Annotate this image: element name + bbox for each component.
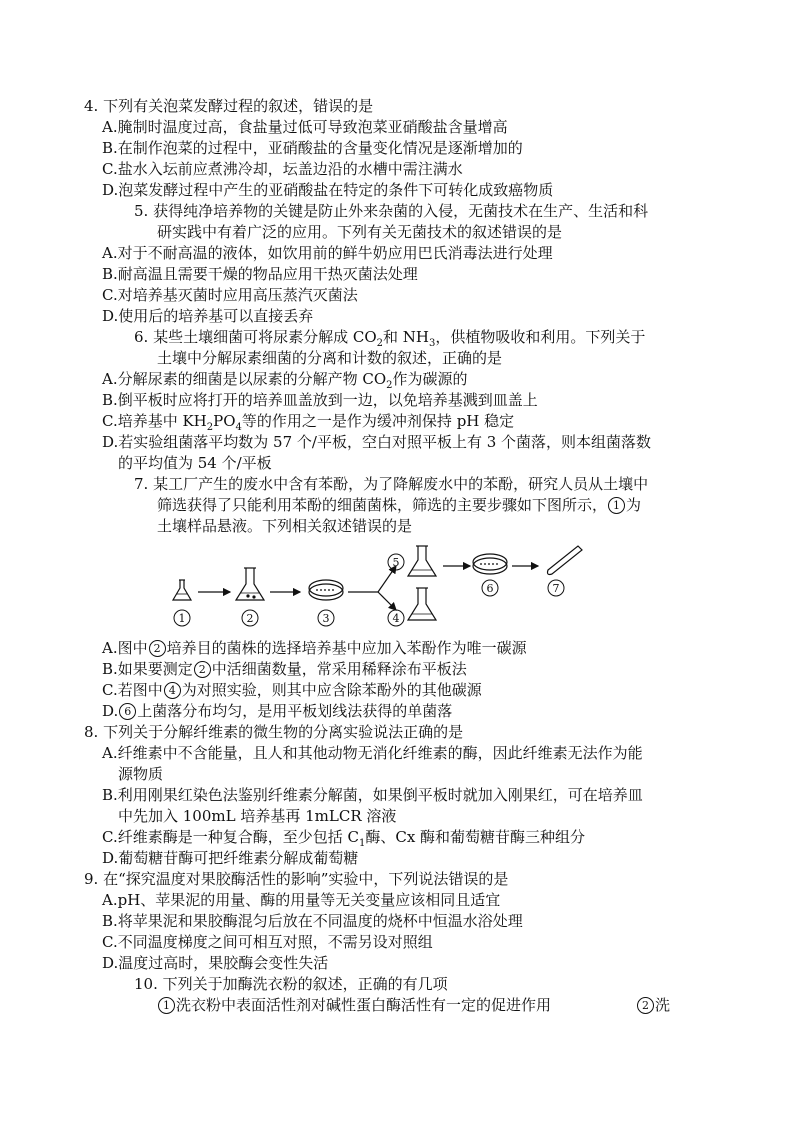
label-7: 7 xyxy=(552,582,560,595)
q5-stem-line1: 5. 获得纯净培养物的关键是防止外来杂菌的入侵，无菌技术在生产、生活和科 xyxy=(134,202,649,220)
q8-stem: 8. 下列关于分解纤维素的微生物的分离实验说法正确的是 xyxy=(84,723,464,741)
label-4: 4 xyxy=(392,612,400,625)
q5-option-d: D.使用后的培养基可以直接丢弃 xyxy=(102,307,314,325)
q7-option-c: C.若图中 4 为对照实验，则其中应含除苯酚外的其他碳源 xyxy=(102,681,482,699)
q9-stem: 9. 在“探究温度对果胶酶活性的影响”实验中，下列说法错误的是 xyxy=(84,870,509,888)
q10-item-2: 2 洗 xyxy=(636,995,670,1015)
q6-option-d-line2: 的平均值为 54 个/平板 xyxy=(118,454,272,472)
q7-stem-line3: 土壤样品悬液。下列相关叙述错误的是 xyxy=(157,517,413,535)
flask-2-icon xyxy=(236,568,264,600)
q8-option-a-line2: 源物质 xyxy=(118,765,164,783)
q8-option-a-line1: A.纤维素中不含能量，且人和其他动物无消化纤维素的酶，因此纤维素无法作为能 xyxy=(102,744,643,762)
q5-option-c: C.对培养基灭菌时应用高压蒸汽灭菌法 xyxy=(102,286,358,304)
q9-option-b: B.将苹果泥和果胶酶混匀后放在不同温度的烧杯中恒温水浴处理 xyxy=(102,912,523,930)
flask-5-icon xyxy=(408,546,436,576)
q6-option-d-line1: D.若实验组菌落平均数为 57 个/平板，空白对照平板上有 3 个菌落，则本组菌落数 xyxy=(102,433,652,451)
q4-option-b: B.在制作泡菜的过程中，亚硝酸盐的含量变化情况是逐渐增加的 xyxy=(102,139,523,157)
q9-option-c: C.不同温度梯度之间可相互对照，不需另设对照组 xyxy=(102,933,433,951)
q7-option-a: A.图中 2 培养目的菌株的选择培养基中应加入苯酚作为唯一碳源 xyxy=(102,639,527,657)
label-6: 6 xyxy=(486,582,494,595)
circled-1: 1 xyxy=(608,497,625,514)
q10-item-1: 1 洗衣粉中表面活性剂对碱性蛋白酶活性有一定的促进作用 xyxy=(157,995,551,1015)
q4-option-d: D.泡菜发酵过程中产生的亚硝酸盐在特定的条件下可转化成致癌物质 xyxy=(102,181,554,199)
q4-option-a: A.腌制时温度过高，食盐量过低可导致泡菜亚硝酸盐含量增高 xyxy=(102,118,508,136)
q6-option-a: A.分解尿素的细菌是以尿素的分解产物 $CO_2$作为碳源的 xyxy=(102,370,468,391)
petri-dish-6-icon xyxy=(473,554,507,574)
q9-option-d: D.温度过高时，果胶酶会变性失活 xyxy=(102,954,329,972)
q10-stem: 10. 下列关于加酶洗衣粉的叙述，正确的有几项 xyxy=(134,975,448,993)
label-2: 2 xyxy=(246,612,254,625)
q5-option-a: A.对于不耐高温的液体，如饮用前的鲜牛奶应用巴氏消毒法进行处理 xyxy=(102,244,553,262)
q6-option-b: B.倒平板时应将打开的培养皿盖放到一边，以免培养基溅到皿盖上 xyxy=(102,391,538,409)
q5-option-b: B.耐高温且需要干燥的物品应用干热灭菌法处理 xyxy=(102,265,418,283)
q4-option-c: C.盐水入坛前应煮沸冷却，坛盖边沿的水槽中需注满水 xyxy=(102,160,463,178)
test-tube-7-icon xyxy=(548,546,583,575)
q4-stem: 4. 下列有关泡菜发酵过程的叙述，错误的是 xyxy=(84,97,374,115)
q8-option-b-line2: 中先加入 100mL 培养基再 1mLCR 溶液 xyxy=(118,807,397,825)
q8-option-d: D.葡萄糖苷酶可把纤维素分解成葡萄糖 xyxy=(102,849,359,867)
flask-4-icon xyxy=(408,588,436,620)
q6-stem-line2: 土壤中分解尿素细菌的分离和计数的叙述，正确的是 xyxy=(157,349,503,367)
petri-dish-3-icon xyxy=(309,580,343,600)
q8-option-b-line1: B.利用刚果红染色法鉴别纤维素分解菌，如果倒平板时就加入刚果红，可在培养皿 xyxy=(102,786,643,804)
q6-option-c: C.培养基中 $KH_2PO_4$等的作用之一是作为缓冲剂保持 pH 稳定 xyxy=(102,412,515,433)
q9-option-a: A.pH、苹果泥的用量、酶的用量等无关变量应该相同且适宜 xyxy=(102,891,501,909)
flask-1-icon xyxy=(173,580,191,600)
q6-stem-line1: 6. 某些土壤细菌可将尿素分解成 $CO_2$和 $NH_3$，供植物吸收和利用。下列关于 xyxy=(134,328,646,349)
q7-option-d: D. 6 上菌落分布均匀，是用平板划线法获得的单菌落 xyxy=(102,702,453,720)
label-1: 1 xyxy=(178,612,186,625)
arrow-3-4 xyxy=(378,592,396,610)
q7-stem-line2: 筛选获得了只能利用苯酚的细菌菌株，筛选的主要步骤如下图所示， 1 为 xyxy=(157,496,642,514)
label-3: 3 xyxy=(322,612,330,625)
q8-option-c: C.纤维素酶是一种复合酶，至少包括 $C_1$酶、Cx 酶和葡萄糖苷酶三种组分 xyxy=(102,828,586,849)
q5-stem-line2: 研实践中有着广泛的应用。下列有关无菌技术的叙述错误的是 xyxy=(157,223,563,241)
q7-option-b: B.如果要测定 2 中活细菌数量，常采用稀释涂布平板法 xyxy=(102,660,467,678)
screening-steps-diagram xyxy=(168,540,598,630)
label-5: 5 xyxy=(392,556,400,569)
q7-stem-line1: 7. 某工厂产生的废水中含有苯酚，为了降解废水中的苯酚，研究人员从土壤中 xyxy=(134,475,649,493)
